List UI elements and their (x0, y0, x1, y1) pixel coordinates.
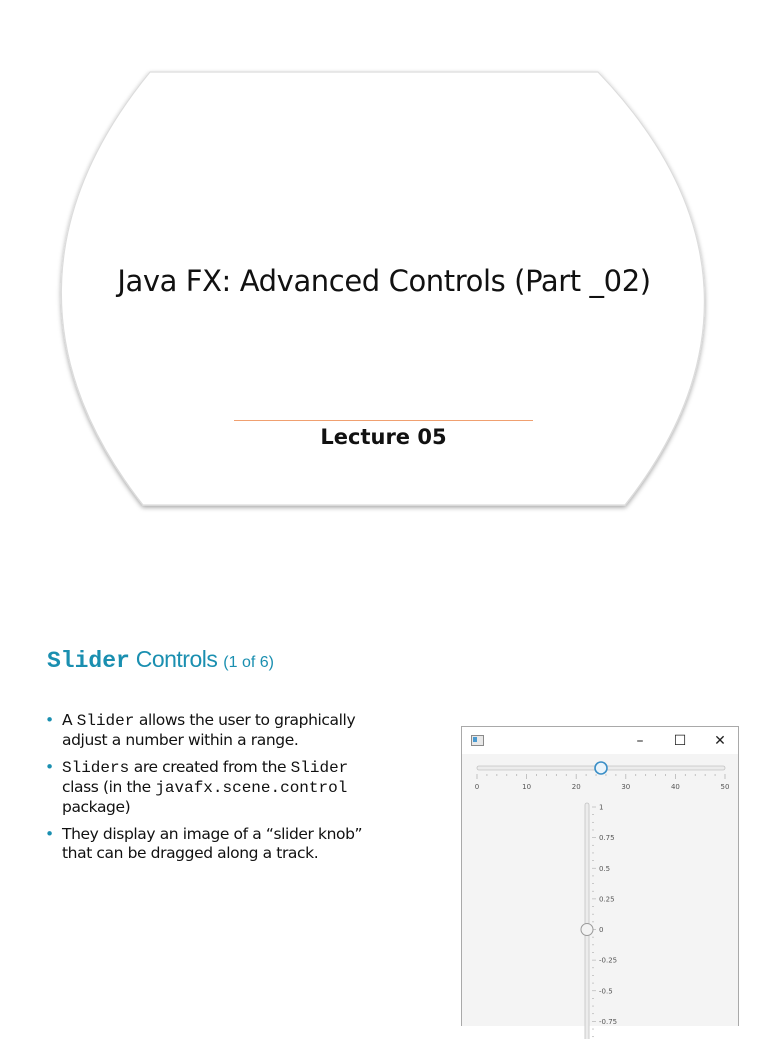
tick-label: 40 (670, 783, 680, 791)
title-divider (234, 420, 533, 421)
slider-track (585, 803, 589, 1039)
close-button[interactable]: ✕ (714, 733, 726, 749)
bullet-text: adjust a number within a range. (62, 731, 299, 749)
bullet-dot-icon: • (45, 758, 54, 776)
bullet-text: package) (62, 798, 131, 816)
maximize-button[interactable]: ☐ (673, 733, 687, 749)
tick-label: 0 (599, 926, 604, 934)
bullet-code: javafx.scene.control (155, 779, 348, 797)
slider-demo-window (461, 726, 739, 1026)
bullet-item (44, 825, 404, 863)
app-icon (471, 735, 484, 746)
tick-label: -0.75 (599, 1017, 618, 1026)
tick-label: 1 (599, 803, 604, 812)
tick-label: 10 (522, 783, 532, 791)
tick-label: -0.25 (599, 956, 618, 965)
tick-label: 0.25 (599, 895, 615, 904)
heading-text: Controls (129, 646, 218, 672)
tick-label: 0.75 (599, 834, 615, 843)
tick-label: -0.5 (599, 987, 613, 996)
bullet-code: Slider (290, 759, 349, 777)
slider-knob (581, 924, 593, 936)
slide-subtitle: Lecture 05 (320, 425, 447, 449)
minimize-button[interactable]: – (636, 733, 644, 749)
heading-code: Slider (47, 648, 130, 674)
slide-heading (47, 646, 274, 674)
bullet-text: class (in the (62, 778, 156, 796)
horizontal-slider[interactable] (462, 754, 738, 794)
bullet-list (44, 711, 404, 871)
bullet-code: Slider (76, 712, 135, 730)
bullet-text: They display an image of a “slider knob” (62, 825, 363, 843)
bullet-text: allows the user to graphically (134, 711, 356, 729)
window-content (462, 754, 738, 1026)
bullet-dot-icon: • (45, 711, 54, 729)
tick-label: 30 (621, 783, 631, 791)
bullet-text: are created from the (129, 758, 291, 776)
tick-label: 0.5 (599, 864, 611, 873)
bullet-text: that can be dragged along a track. (62, 844, 319, 862)
slide-title: Java FX: Advanced Controls (Part _02) (117, 264, 651, 298)
bullet-code: Sliders (62, 759, 130, 777)
bullet-item (44, 711, 404, 750)
tick-label: 20 (571, 783, 581, 791)
bullet-dot-icon: • (45, 825, 54, 843)
bullet-item (44, 758, 404, 817)
slider-knob (595, 762, 607, 774)
tick-label: 0 (474, 783, 480, 791)
window-titlebar[interactable] (462, 727, 738, 754)
tick-label: 50 (720, 783, 730, 791)
vertical-slider[interactable] (577, 799, 657, 1039)
bullet-text: A (62, 711, 77, 729)
heading-count: (1 of 6) (223, 654, 274, 671)
